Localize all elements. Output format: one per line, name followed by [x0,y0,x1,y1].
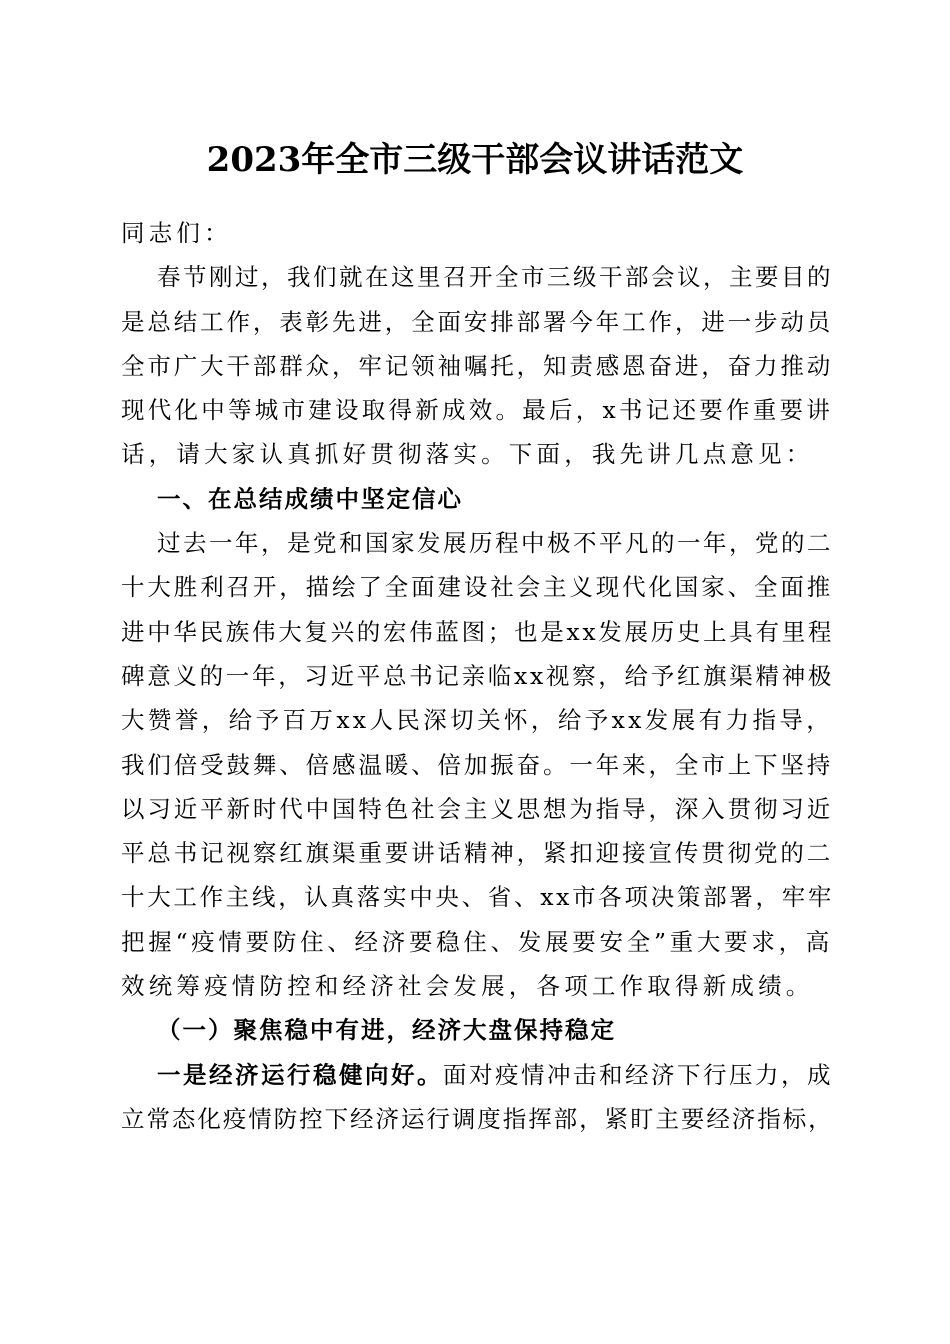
subsection-line [121,1053,833,1097]
intro-line: 是总结工作，表彰先进，全面安排部署今年工作，进一步动员 [121,307,833,336]
section-line: 过去一年，是党和国家发展历程中极不平凡的一年，党的二 [157,529,833,558]
section-line: 把握“疫情要防住、经济要稳住、发展要安全”重大要求，高 [121,927,833,956]
section-line: 十大工作主线，认真落实中央、省、xx市各项决策部署，牢牢 [121,883,835,912]
section-heading: 一、在总结成绩中坚定信心 [157,484,463,513]
section-line: 我们倍受鼓舞、倍感温暖、倍加振奋。一年来，全市上下坚持 [121,750,833,779]
subsection-lead: 一是经济运行稳健向好。 [157,1060,444,1089]
intro-line: 现代化中等城市建设取得新成效。最后，x书记还要作重要讲 [121,396,833,425]
subsection-line-rest: 面对疫情冲击和经济下行压力，成 [443,1060,834,1089]
section-line: 进中华民族伟大复兴的宏伟蓝图；也是xx发展历史上具有里程 [121,617,835,646]
section-line: 十大胜利召开，描绘了全面建设社会主义现代化国家、全面推 [121,573,833,602]
salutation: 同志们： [121,219,232,247]
section-line: 大赞誉，给予百万xx人民深切关怀，给予xx发展有力指导， [121,706,833,735]
section-line: 以习近平新时代中国特色社会主义思想为指导，深入贯彻习近 [121,794,833,823]
section-line: 碑意义的一年，习近平总书记亲临xx视察，给予红旗渠精神极 [121,661,835,690]
document-title: 2023年全市三级干部会议讲话范文 [206,140,744,180]
section-line: 平总书记视察红旗渠重要讲话精神，紧扣迎接宣传贯彻党的二 [121,839,833,868]
subsection-line: 立常态化疫情防控下经济运行调度指挥部，紧盯主要经济指标， [121,1104,834,1133]
subsection-heading: （一）聚焦稳中有进，经济大盘保持稳定 [157,1016,616,1045]
document-body [121,211,833,1141]
intro-line: 话，请大家认真抓好贯彻落实。下面，我先讲几点意见： [121,440,814,469]
section-line: 效统筹疫情防控和经济社会发展，各项工作取得新成绩。 [121,972,814,1001]
intro-line: 春节刚过，我们就在这里召开全市三级干部会议，主要目的 [157,263,833,292]
intro-line: 全市广大干部群众，牢记领袖嘱托，知责感恩奋进，奋力推动 [121,351,833,380]
